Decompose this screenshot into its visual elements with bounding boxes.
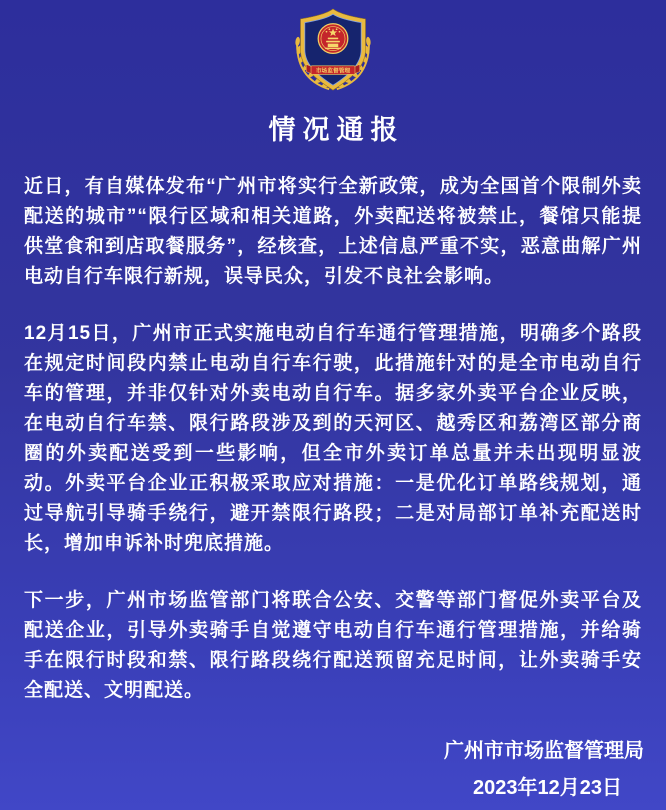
notice-body	[0, 147, 666, 706]
notice-title: 情况通报	[268, 115, 405, 145]
market-supervision-badge-icon	[285, 8, 381, 94]
ribbon	[306, 64, 360, 74]
signature-org: 广州市市场监督管理局	[444, 740, 644, 762]
paragraph-policy-facts: 12月15日，广州市正式实施电动自行车通行管理措施，明确多个路段在规定时间段内禁止电动自行车行驶，此措施针对的是全市电动自行车的管理，并非仅针对外卖电动自行车。据多家外卖平台企业反映，在电动自行车禁、限行路段涉及到的天河区、越秀区和荔湾区部分商圈的外卖配送受到一些影响，但全市外卖订单总量并未出现明显波动。外卖平台企业正积极采取应对措施：一是优化订单路线规划，通过导航引导骑手绕行，避开禁限行路段；二是对局部订单补充配送时长，增加申诉补时兜底措施。	[24, 323, 642, 554]
signature-block	[0, 733, 666, 807]
paragraph-next-steps: 下一步，广州市场监管部门将联合公安、交警等部门督促外卖平台及配送企业，引导外卖骑手自觉遵守电动自行车通行管理措施，并给骑手在限行时段和禁、限行路段绕行配送预留充足时间，让外卖骑手安全配送、文明配送。	[24, 590, 642, 701]
paragraph-rumor-summary: 近日，有自媒体发布“广州市将实行全新政策，成为全国首个限制外卖配送的城市”“限行区域和相关道路，外卖配送将被禁止，餐馆只能提供堂食和到店取餐服务”，经核查，上述信息严重不实，恶意曲解广州电动自行车限行新规，误导民众，引发不良社会影响。	[24, 176, 642, 287]
ribbon-text: 市场监督管理	[315, 68, 351, 75]
signature-date: 2023年12月23日	[473, 777, 622, 799]
badge-container	[0, 0, 666, 94]
